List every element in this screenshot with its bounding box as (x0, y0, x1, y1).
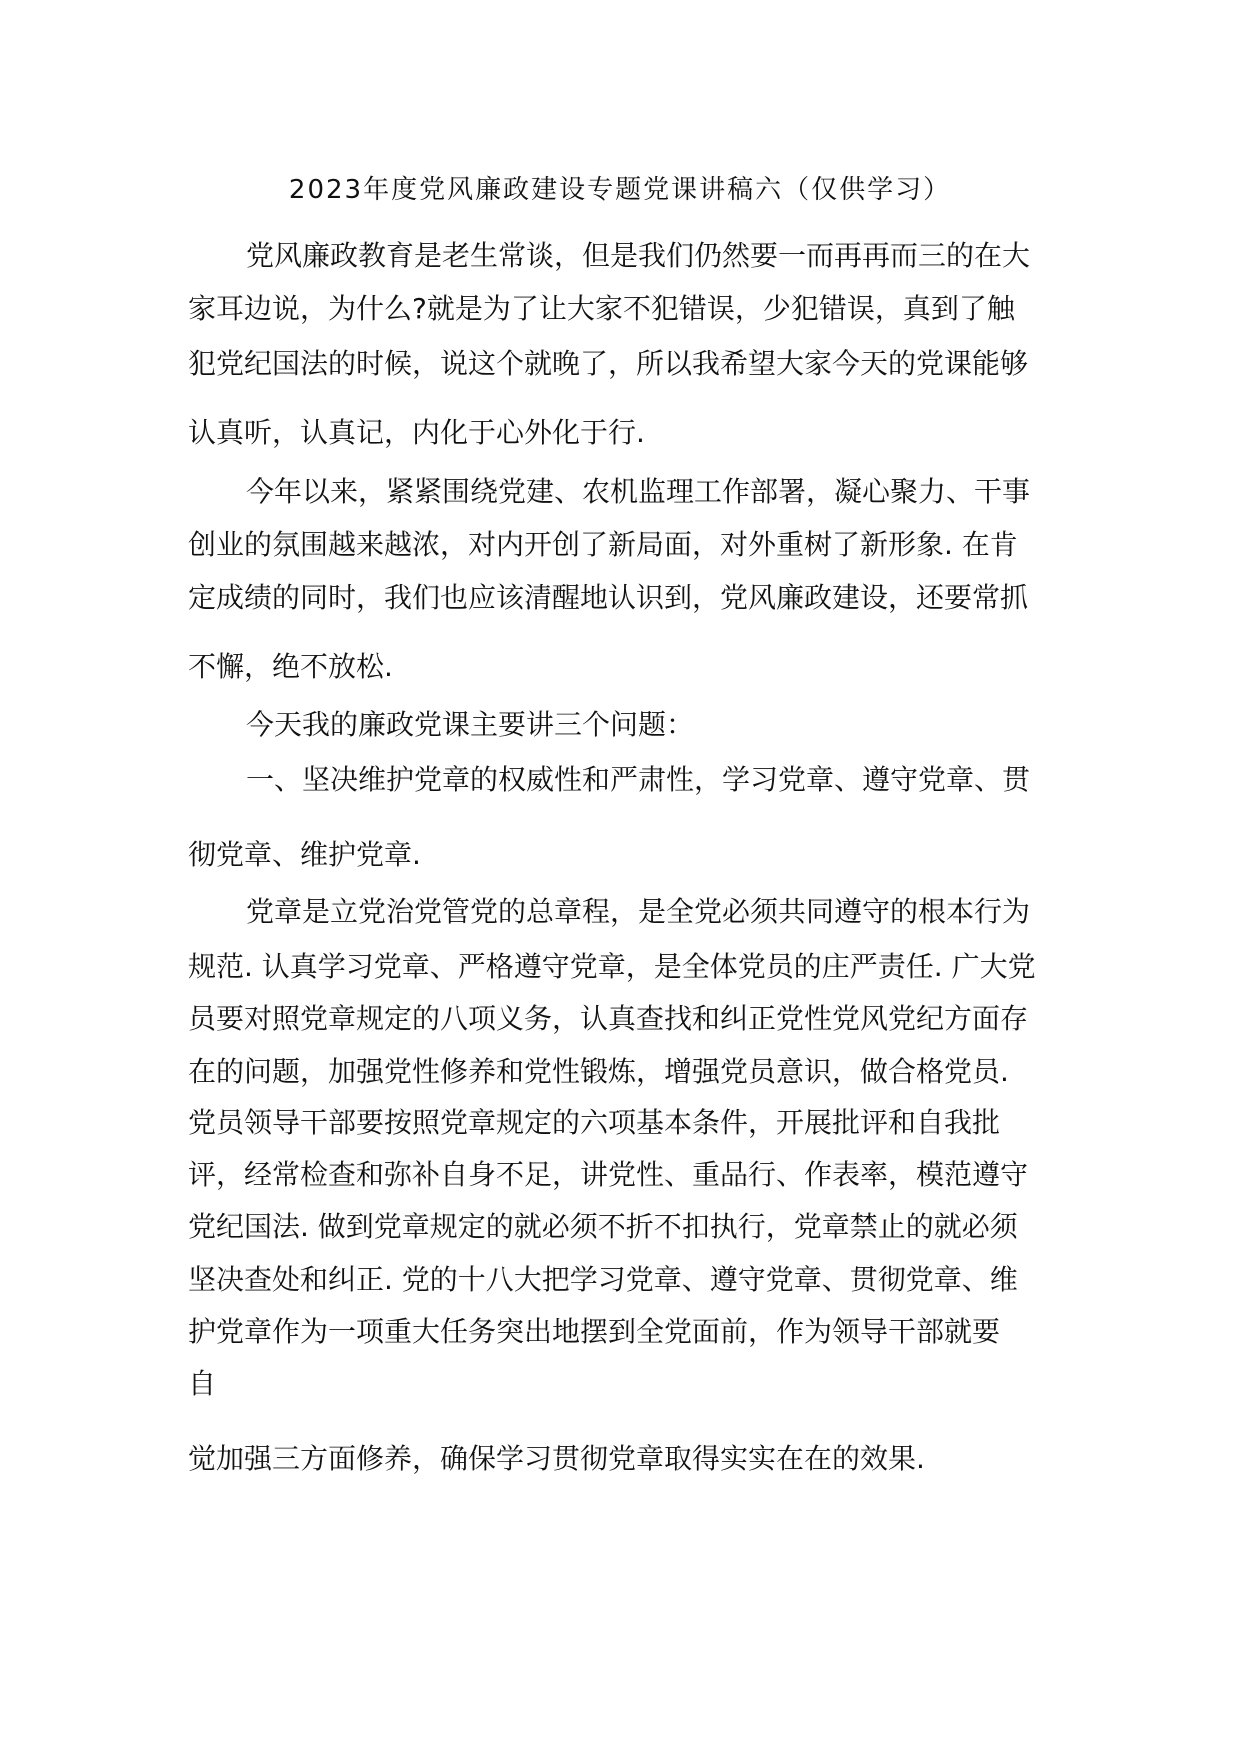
body-line: 在的问题，加强党性修养和党性锻炼，增强党员意识，做合格党员. (188, 1055, 1009, 1088)
body-line: 党纪国法. 做到党章规定的就必须不折不扣执行，党章禁止的就必须 (188, 1210, 1018, 1243)
section-heading-line: 一、坚决维护党章的权威性和严肃性，学习党章、遵守党章、贯 (246, 763, 1031, 796)
body-line: 党章是立党治党管党的总章程，是全党必须共同遵守的根本行为 (246, 895, 1031, 928)
body-line: 不懈，绝不放松. (188, 650, 393, 683)
body-line: 护党章作为一项重大任务突出地摆到全党面前，作为领导干部就要 (188, 1315, 1001, 1348)
body-line: 犯党纪国法的时候，说这个就晚了，所以我希望大家今天的党课能够 (188, 347, 1029, 380)
section-heading-line: 彻党章、维护党章. (188, 838, 421, 871)
body-line: 今天我的廉政党课主要讲三个问题： (246, 708, 695, 741)
body-line: 定成绩的同时，我们也应该清醒地认识到，党风廉政建设，还要常抓 (188, 581, 1029, 614)
body-line: 认真听，认真记，内化于心外化于行. (188, 416, 645, 449)
body-line: 创业的氛围越来越浓，对内开创了新局面，对外重树了新形象. 在肯 (188, 528, 1018, 561)
body-line: 自 (188, 1367, 217, 1400)
body-line: 评，经常检查和弥补自身不足，讲党性、重品行、作表率，模范遵守 (188, 1158, 1029, 1191)
body-line: 家耳边说，为什么?就是为了让大家不犯错误，少犯错误，真到了触 (188, 292, 1015, 325)
body-line: 党风廉政教育是老生常谈，但是我们仍然要一而再再而三的在大 (246, 239, 1031, 272)
body-line: 规范. 认真学习党章、严格遵守党章，是全体党员的庄严责任. 广大党 (188, 950, 1036, 983)
document-title: 2023年度党风廉政建设专题党课讲稿六（仅供学习） (288, 175, 952, 205)
body-line: 今年以来，紧紧围绕党建、农机监理工作部署，凝心聚力、干事 (246, 475, 1031, 508)
body-line: 党员领导干部要按照党章规定的六项基本条件，开展批评和自我批 (188, 1106, 1001, 1139)
body-line: 员要对照党章规定的八项义务，认真查找和纠正党性党风党纪方面存 (188, 1002, 1029, 1035)
body-line: 觉加强三方面修养，确保学习贯彻党章取得实实在在的效果. (188, 1442, 925, 1475)
body-line: 坚决查处和纠正. 党的十八大把学习党章、遵守党章、贯彻党章、维 (188, 1263, 1018, 1296)
